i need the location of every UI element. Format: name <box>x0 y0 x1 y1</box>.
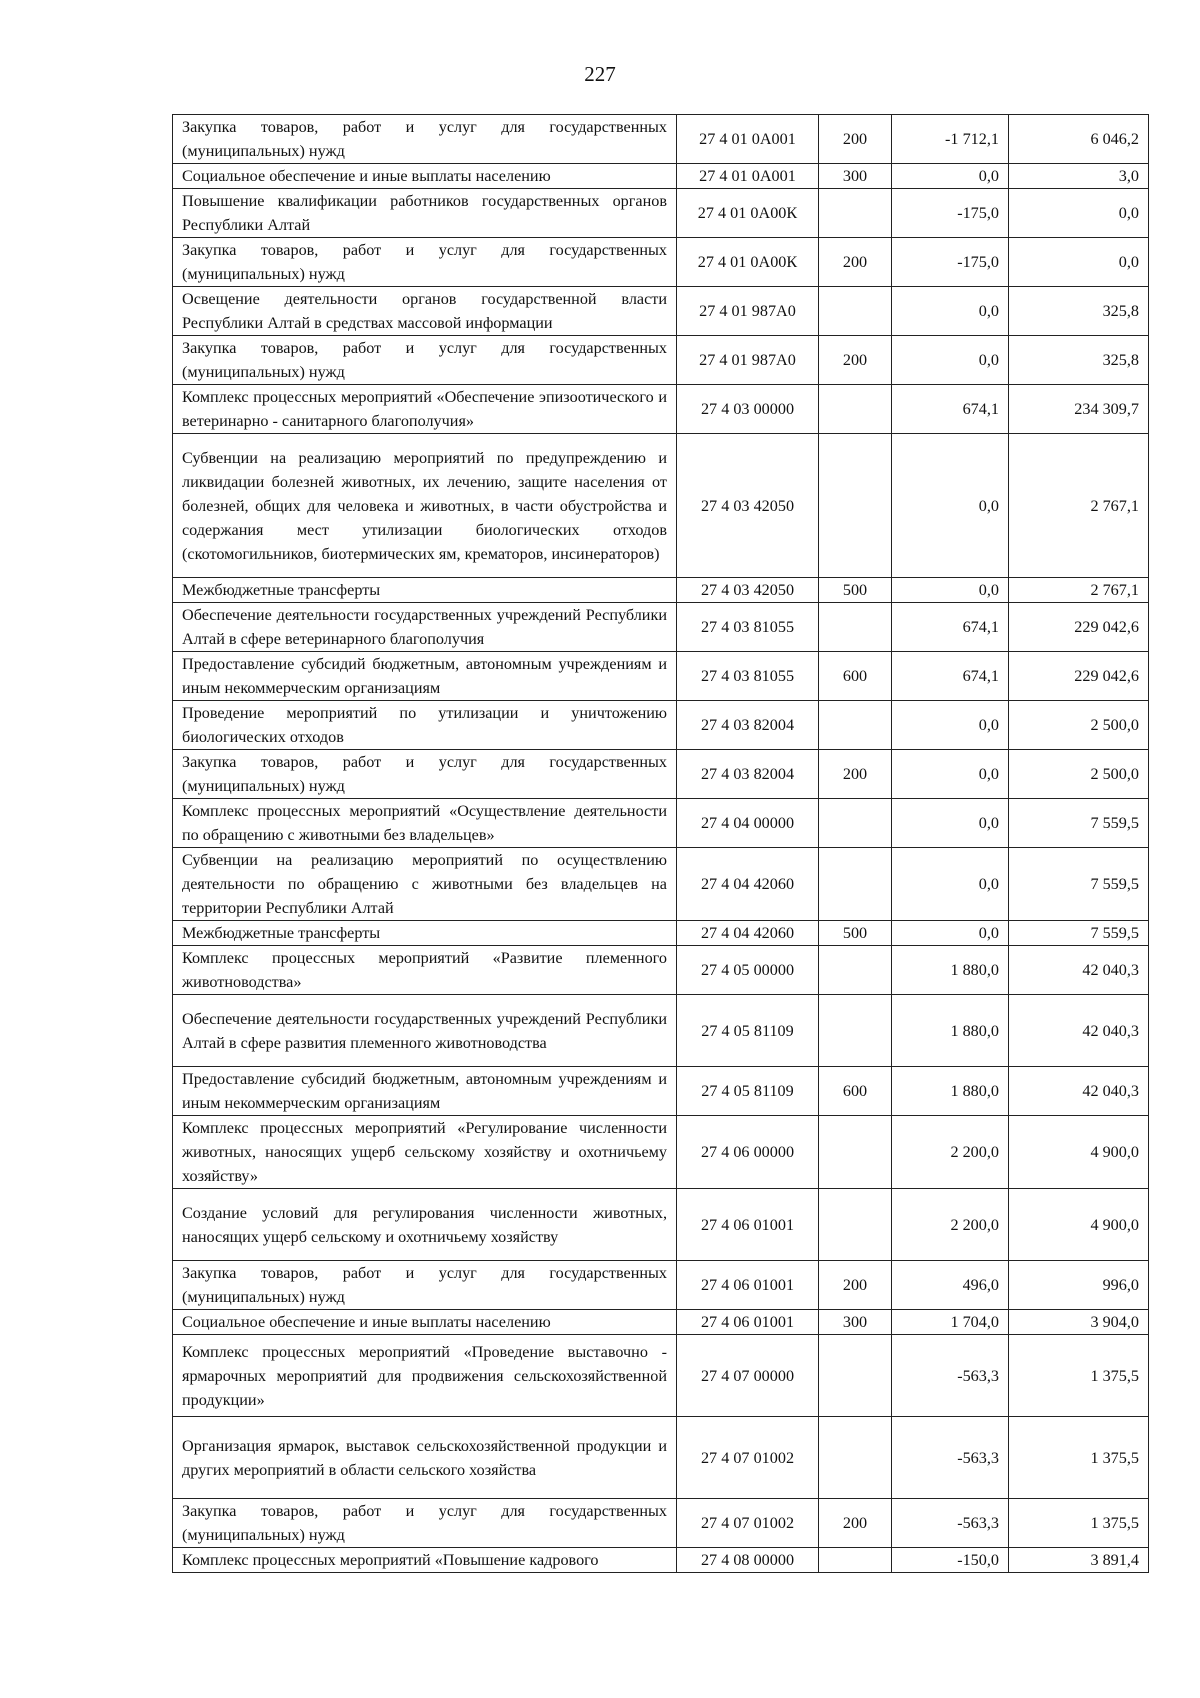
row-code: 27 4 06 01001 <box>677 1189 819 1261</box>
row-change: 0,0 <box>892 701 1009 750</box>
row-total: 229 042,6 <box>1009 603 1149 652</box>
row-expense-type: 200 <box>819 1261 892 1310</box>
row-name: Межбюджетные трансферты <box>173 578 677 603</box>
table-row <box>173 1116 1149 1189</box>
row-total: 7 559,5 <box>1009 799 1149 848</box>
table-row <box>173 578 1149 603</box>
row-name: Закупка товаров, работ и услуг для государственных (муниципальных) нужд <box>173 238 677 287</box>
row-name: Предоставление субсидий бюджетным, автономным учреждениям и иным некоммерческим организациям <box>173 1067 677 1116</box>
row-code: 27 4 05 81109 <box>677 1067 819 1116</box>
row-name: Закупка товаров, работ и услуг для государственных (муниципальных) нужд <box>173 115 677 164</box>
row-name: Повышение квалификации работников государственных органов Республики Алтай <box>173 189 677 238</box>
row-code: 27 4 08 00000 <box>677 1548 819 1573</box>
row-name: Обеспечение деятельности государственных учреждений Республики Алтай в сфере развития племенного животноводства <box>173 995 677 1067</box>
row-code: 27 4 07 01002 <box>677 1499 819 1548</box>
row-expense-type <box>819 434 892 578</box>
table-row <box>173 189 1149 238</box>
row-code: 27 4 01 0А001 <box>677 115 819 164</box>
row-expense-type <box>819 848 892 921</box>
row-code: 27 4 01 987А0 <box>677 336 819 385</box>
row-total: 3 891,4 <box>1009 1548 1149 1573</box>
row-total: 42 040,3 <box>1009 946 1149 995</box>
row-total: 0,0 <box>1009 238 1149 287</box>
row-change: 496,0 <box>892 1261 1009 1310</box>
row-expense-type: 200 <box>819 1499 892 1548</box>
row-name: Социальное обеспечение и иные выплаты населению <box>173 1310 677 1335</box>
row-change: 674,1 <box>892 652 1009 701</box>
row-name: Закупка товаров, работ и услуг для государственных (муниципальных) нужд <box>173 1261 677 1310</box>
row-name: Закупка товаров, работ и услуг для государственных (муниципальных) нужд <box>173 336 677 385</box>
row-expense-type <box>819 287 892 336</box>
table-row <box>173 921 1149 946</box>
table-row <box>173 287 1149 336</box>
row-name: Закупка товаров, работ и услуг для государственных (муниципальных) нужд <box>173 750 677 799</box>
row-expense-type <box>819 1335 892 1417</box>
row-expense-type <box>819 385 892 434</box>
table-row <box>173 385 1149 434</box>
row-code: 27 4 04 42060 <box>677 848 819 921</box>
row-expense-type: 600 <box>819 1067 892 1116</box>
row-code: 27 4 03 42050 <box>677 434 819 578</box>
table-row <box>173 1261 1149 1310</box>
table-body <box>173 115 1149 1573</box>
table-row <box>173 750 1149 799</box>
table-row <box>173 995 1149 1067</box>
row-name: Закупка товаров, работ и услуг для государственных (муниципальных) нужд <box>173 1499 677 1548</box>
row-change: 0,0 <box>892 434 1009 578</box>
row-name: Создание условий для регулирования численности животных, наносящих ущерб сельскому и охотничьему хозяйству <box>173 1189 677 1261</box>
row-code: 27 4 07 01002 <box>677 1417 819 1499</box>
row-name: Предоставление субсидий бюджетным, автономным учреждениям и иным некоммерческим организациям <box>173 652 677 701</box>
row-change: -175,0 <box>892 238 1009 287</box>
row-total: 4 900,0 <box>1009 1189 1149 1261</box>
row-change: 1 880,0 <box>892 946 1009 995</box>
row-change: 0,0 <box>892 848 1009 921</box>
row-name: Комплекс процессных мероприятий «Повышение кадрового <box>173 1548 677 1573</box>
row-expense-type <box>819 799 892 848</box>
row-total: 325,8 <box>1009 336 1149 385</box>
row-code: 27 4 01 987А0 <box>677 287 819 336</box>
row-expense-type <box>819 1417 892 1499</box>
row-total: 3,0 <box>1009 164 1149 189</box>
row-name: Комплекс процессных мероприятий «Развитие племенного животноводства» <box>173 946 677 995</box>
row-total: 42 040,3 <box>1009 1067 1149 1116</box>
row-change: 2 200,0 <box>892 1189 1009 1261</box>
row-name: Проведение мероприятий по утилизации и уничтожению биологических отходов <box>173 701 677 750</box>
row-expense-type <box>819 1548 892 1573</box>
row-code: 27 4 01 0А001 <box>677 164 819 189</box>
row-code: 27 4 06 01001 <box>677 1310 819 1335</box>
row-code: 27 4 03 81055 <box>677 603 819 652</box>
row-total: 2 500,0 <box>1009 750 1149 799</box>
row-total: 42 040,3 <box>1009 995 1149 1067</box>
row-change: 1 704,0 <box>892 1310 1009 1335</box>
row-code: 27 4 03 82004 <box>677 750 819 799</box>
row-expense-type: 200 <box>819 336 892 385</box>
table-row <box>173 164 1149 189</box>
row-expense-type: 300 <box>819 164 892 189</box>
table-row <box>173 1310 1149 1335</box>
page-number: 227 <box>584 62 616 86</box>
row-change: 0,0 <box>892 750 1009 799</box>
row-change: -1 712,1 <box>892 115 1009 164</box>
row-change: -563,3 <box>892 1417 1009 1499</box>
row-expense-type <box>819 995 892 1067</box>
row-expense-type <box>819 946 892 995</box>
row-change: 674,1 <box>892 385 1009 434</box>
row-change: 1 880,0 <box>892 1067 1009 1116</box>
row-change: 1 880,0 <box>892 995 1009 1067</box>
row-total: 2 767,1 <box>1009 578 1149 603</box>
row-expense-type: 500 <box>819 578 892 603</box>
row-code: 27 4 05 81109 <box>677 995 819 1067</box>
row-name: Межбюджетные трансферты <box>173 921 677 946</box>
row-total: 2 500,0 <box>1009 701 1149 750</box>
table-row <box>173 1335 1149 1417</box>
table-row <box>173 946 1149 995</box>
row-change: 674,1 <box>892 603 1009 652</box>
table-row <box>173 1067 1149 1116</box>
row-code: 27 4 06 01001 <box>677 1261 819 1310</box>
row-total: 229 042,6 <box>1009 652 1149 701</box>
row-expense-type <box>819 603 892 652</box>
row-expense-type <box>819 701 892 750</box>
row-total: 2 767,1 <box>1009 434 1149 578</box>
row-expense-type: 200 <box>819 750 892 799</box>
row-total: 3 904,0 <box>1009 1310 1149 1335</box>
table-row <box>173 434 1149 578</box>
table-row <box>173 603 1149 652</box>
row-name: Обеспечение деятельности государственных учреждений Республики Алтай в сфере ветеринарного благополучия <box>173 603 677 652</box>
row-change: 0,0 <box>892 578 1009 603</box>
row-code: 27 4 04 42060 <box>677 921 819 946</box>
table-row <box>173 238 1149 287</box>
row-change: 0,0 <box>892 799 1009 848</box>
row-change: 0,0 <box>892 921 1009 946</box>
table-row <box>173 799 1149 848</box>
table-row <box>173 336 1149 385</box>
row-code: 27 4 01 0А00К <box>677 189 819 238</box>
table-row <box>173 1417 1149 1499</box>
row-code: 27 4 03 82004 <box>677 701 819 750</box>
row-expense-type: 200 <box>819 238 892 287</box>
row-change: 0,0 <box>892 287 1009 336</box>
row-name: Организация ярмарок, выставок сельскохозяйственной продукции и других мероприятий в области сельского хозяйства <box>173 1417 677 1499</box>
row-code: 27 4 04 00000 <box>677 799 819 848</box>
row-code: 27 4 03 42050 <box>677 578 819 603</box>
row-total: 7 559,5 <box>1009 848 1149 921</box>
row-change: -563,3 <box>892 1335 1009 1417</box>
row-expense-type <box>819 1116 892 1189</box>
row-name: Освещение деятельности органов государственной власти Республики Алтай в средствах массовой информации <box>173 287 677 336</box>
budget-table <box>172 114 1149 1573</box>
row-total: 234 309,7 <box>1009 385 1149 434</box>
table-row <box>173 1499 1149 1548</box>
table-row <box>173 652 1149 701</box>
table-row <box>173 1189 1149 1261</box>
table-row <box>173 701 1149 750</box>
row-name: Комплекс процессных мероприятий «Регулирование численности животных, наносящих ущерб сельскому хозяйству и охотничьему хозяйству» <box>173 1116 677 1189</box>
row-change: 0,0 <box>892 164 1009 189</box>
row-total: 325,8 <box>1009 287 1149 336</box>
row-change: 0,0 <box>892 336 1009 385</box>
row-code: 27 4 06 00000 <box>677 1116 819 1189</box>
row-name: Комплекс процессных мероприятий «Осуществление деятельности по обращению с животными без владельцев» <box>173 799 677 848</box>
row-name: Социальное обеспечение и иные выплаты населению <box>173 164 677 189</box>
table-row <box>173 1548 1149 1573</box>
row-total: 1 375,5 <box>1009 1417 1149 1499</box>
row-expense-type: 300 <box>819 1310 892 1335</box>
row-total: 4 900,0 <box>1009 1116 1149 1189</box>
table-row <box>173 115 1149 164</box>
row-name: Субвенции на реализацию мероприятий по осуществлению деятельности по обращению с животными без владельцев на территории Республики Алтай <box>173 848 677 921</box>
row-change: -150,0 <box>892 1548 1009 1573</box>
row-total: 6 046,2 <box>1009 115 1149 164</box>
row-expense-type: 200 <box>819 115 892 164</box>
row-total: 1 375,5 <box>1009 1335 1149 1417</box>
row-total: 996,0 <box>1009 1261 1149 1310</box>
row-change: 2 200,0 <box>892 1116 1009 1189</box>
row-code: 27 4 05 00000 <box>677 946 819 995</box>
row-expense-type <box>819 189 892 238</box>
row-name: Комплекс процессных мероприятий «Обеспечение эпизоотического и ветеринарно - санитарного благополучия» <box>173 385 677 434</box>
row-change: -563,3 <box>892 1499 1009 1548</box>
row-name: Комплекс процессных мероприятий «Проведение выставочно - ярмарочных мероприятий для продвижения сельскохозяйственной продукции» <box>173 1335 677 1417</box>
row-code: 27 4 03 81055 <box>677 652 819 701</box>
row-code: 27 4 01 0А00К <box>677 238 819 287</box>
row-expense-type: 500 <box>819 921 892 946</box>
row-code: 27 4 03 00000 <box>677 385 819 434</box>
row-name: Субвенции на реализацию мероприятий по предупреждению и ликвидации болезней животных, их лечению, защите населения от болезней, общих для человека и животных, в части обустройства и содержания мест утилизации биологических отходов (скотомогильников, биотермических ям, крематоров, инсинераторов) <box>173 434 677 578</box>
row-expense-type <box>819 1189 892 1261</box>
table-row <box>173 848 1149 921</box>
row-expense-type: 600 <box>819 652 892 701</box>
row-code: 27 4 07 00000 <box>677 1335 819 1417</box>
row-total: 7 559,5 <box>1009 921 1149 946</box>
row-total: 1 375,5 <box>1009 1499 1149 1548</box>
row-total: 0,0 <box>1009 189 1149 238</box>
row-change: -175,0 <box>892 189 1009 238</box>
